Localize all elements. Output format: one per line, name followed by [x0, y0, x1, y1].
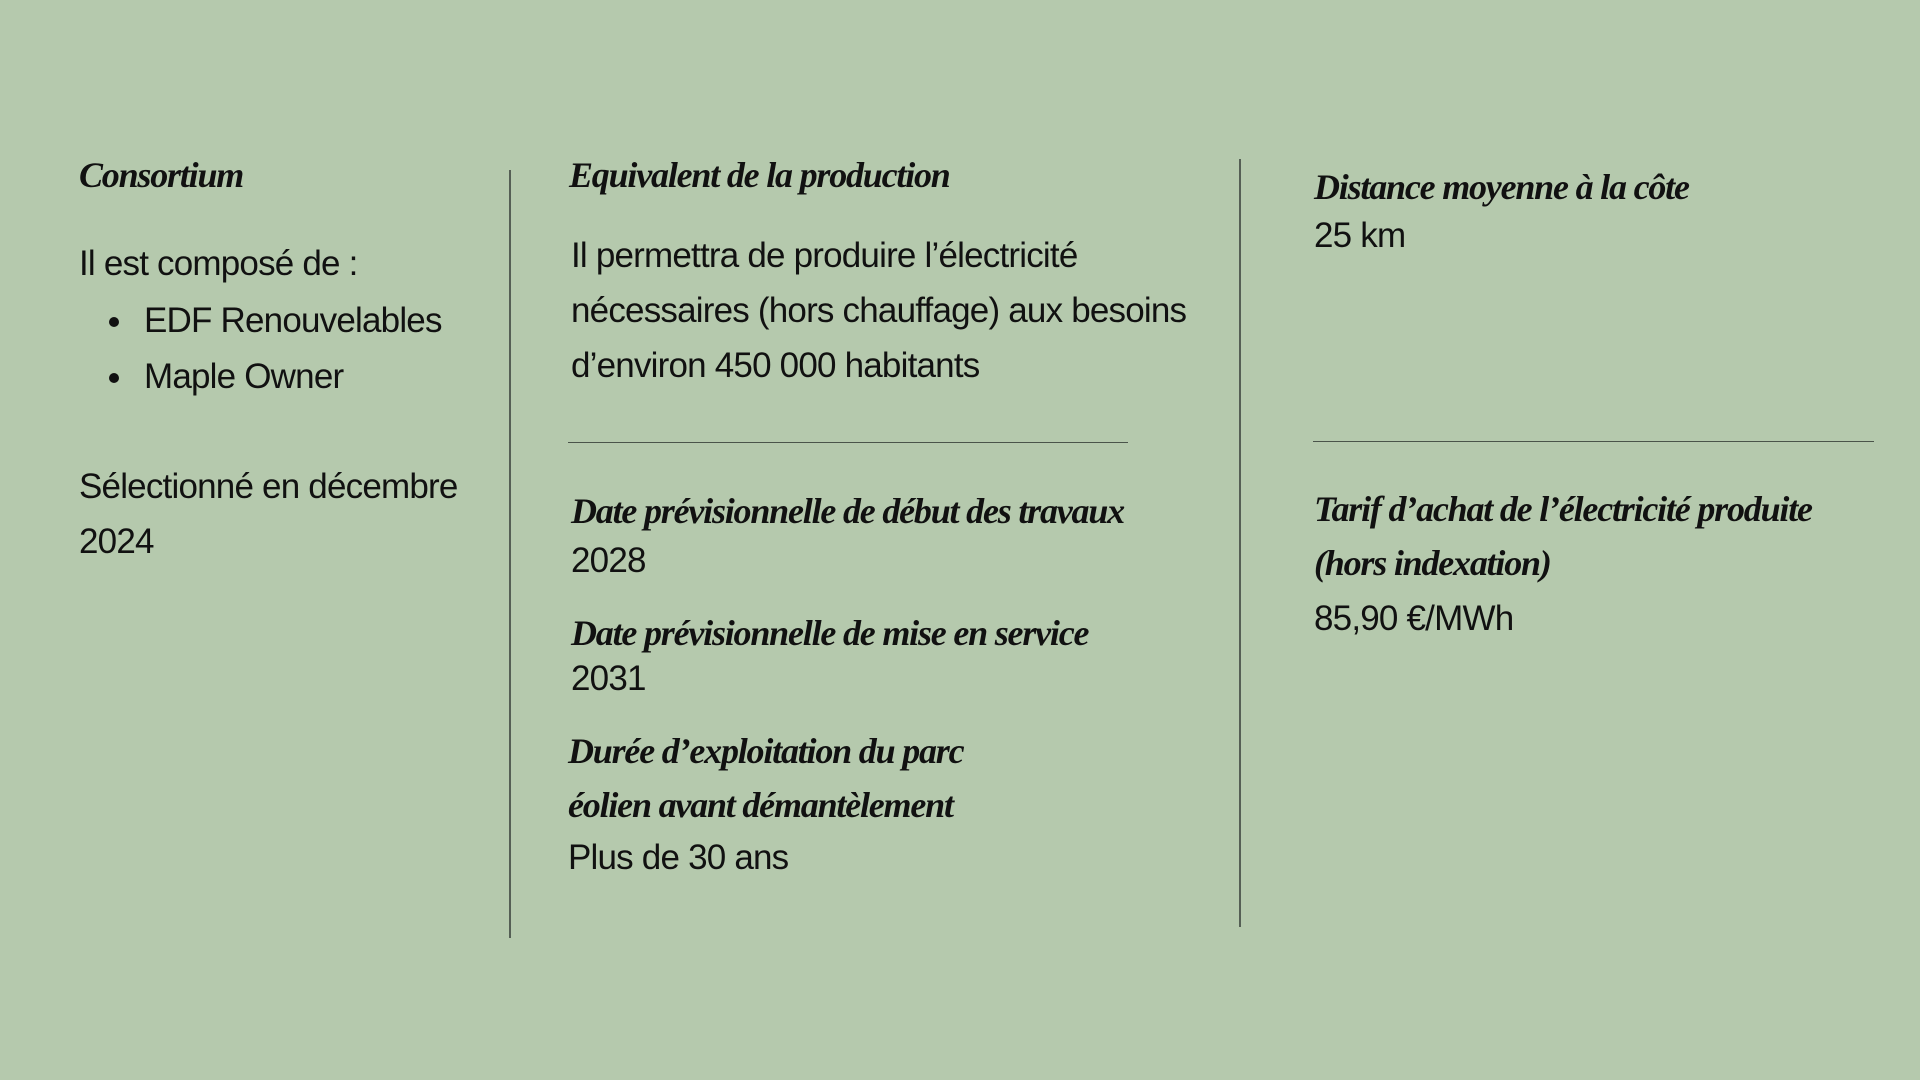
- consortium-intro: Il est composé de :: [79, 244, 358, 283]
- consortium-members-list: [79, 293, 442, 405]
- column-divider-left: [509, 170, 511, 938]
- production-text-line2: nécessaires (hors chauffage) aux besoins: [571, 291, 1187, 330]
- works-start-heading: Date prévisionnelle de début des travaux: [571, 491, 1124, 531]
- consortium-member: Maple Owner: [79, 349, 442, 405]
- column-divider-right: [1239, 159, 1241, 927]
- works-start-value: 2028: [571, 541, 646, 580]
- commissioning-value: 2031: [571, 659, 646, 698]
- distance-heading: Distance moyenne à la côte: [1314, 167, 1689, 207]
- commissioning-heading: Date prévisionnelle de mise en service: [571, 613, 1089, 653]
- operation-duration-heading-line1: Durée d’exploitation du parc: [568, 731, 964, 771]
- selection-date-line2: 2024: [79, 522, 154, 561]
- section-divider-right: [1313, 441, 1874, 442]
- tariff-heading-line2: (hors indexation): [1314, 543, 1551, 583]
- section-divider-middle: [568, 442, 1128, 443]
- production-heading: Equivalent de la production: [569, 155, 950, 195]
- consortium-member: EDF Renouvelables: [79, 293, 442, 349]
- consortium-heading: Consortium: [79, 155, 244, 195]
- production-text-line3: d’environ 450 000 habitants: [571, 346, 980, 385]
- production-text-line1: Il permettra de produire l’électricité: [571, 236, 1078, 275]
- distance-value: 25 km: [1314, 216, 1406, 255]
- selection-date-line1: Sélectionné en décembre: [79, 467, 458, 506]
- operation-duration-heading-line2: éolien avant démantèlement: [568, 785, 953, 825]
- tariff-heading-line1: Tarif d’achat de l’électricité produite: [1314, 489, 1812, 529]
- tariff-value: 85,90 €/MWh: [1314, 599, 1514, 638]
- operation-duration-value: Plus de 30 ans: [568, 838, 789, 877]
